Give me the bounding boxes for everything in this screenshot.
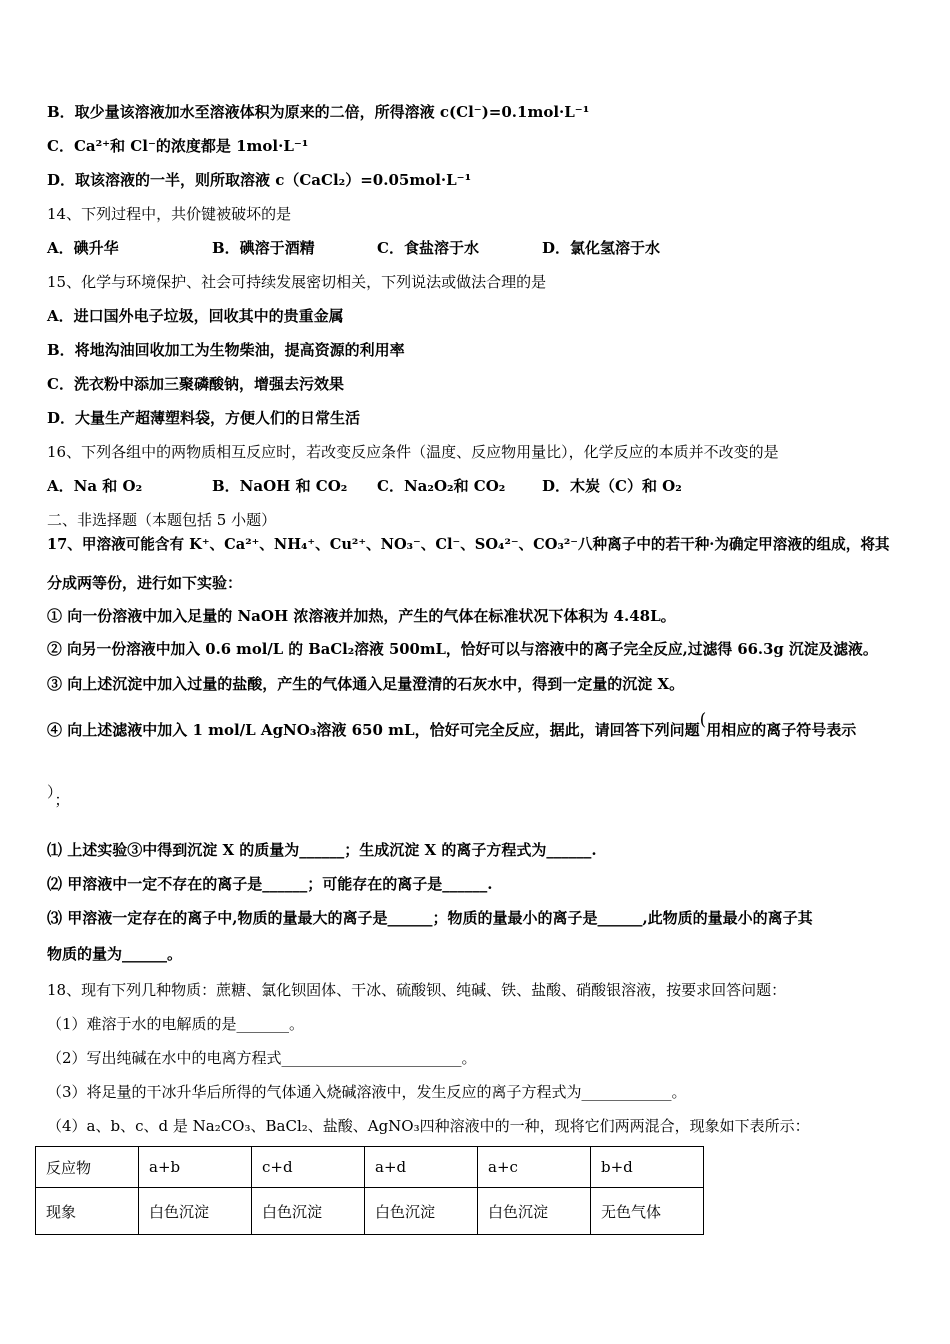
table-cell: a+c bbox=[478, 1147, 591, 1188]
table-cell: 白色沉淀 bbox=[478, 1188, 591, 1235]
q17-experiment-3: ③ 向上述沉淀中加入过量的盐酸，产生的气体通入足量澄清的石灰水中，得到一定量的沉淀 X。 bbox=[47, 675, 685, 693]
q17-sub-3-line1: ⑶ 甲溶液一定存在的离子中,物质的量最大的离子是______；物质的量最小的离子是______,此物质的量最小的离子其 bbox=[47, 909, 813, 927]
q17-paren-close bbox=[47, 782, 70, 809]
q18-sub-3: （3）将足量的干冰升华后所得的气体通入烧碱溶液中，发生反应的离子方程式为____________。 bbox=[47, 1083, 687, 1101]
q17-sub-3-line2: 物质的量为______。 bbox=[47, 945, 183, 963]
q16-option-b: B．NaOH 和 CO₂ bbox=[212, 477, 348, 495]
q14-option-c: C．食盐溶于水 bbox=[377, 239, 479, 257]
q17-experiment-4-text: ④ 向上述滤液中加入 1 mol/L AgNO₃溶液 650 mL，恰好可完全反应，据此，请回答下列问题 bbox=[47, 721, 700, 739]
q14-option-b: B．碘溶于酒精 bbox=[212, 239, 315, 257]
table-cell: 无色气体 bbox=[591, 1188, 704, 1235]
q16-option-c: C．Na₂O₂和 CO₂ bbox=[377, 477, 506, 495]
table-cell: a+b bbox=[139, 1147, 252, 1188]
q18-sub-4: （4）a、b、c、d 是 Na₂CO₃、BaCl₂、盐酸、AgNO₃四种溶液中的一种，现将它们两两混合，现象如下表所示： bbox=[47, 1117, 810, 1135]
q18-sub-2: （2）写出纯碱在水中的电离方程式________________________。 bbox=[47, 1049, 477, 1067]
q17-experiment-1: ① 向一份溶液中加入足量的 NaOH 浓溶液并加热，产生的气体在标准状况下体积为 4.48L。 bbox=[47, 607, 676, 625]
q16-option-a: A．Na 和 O₂ bbox=[47, 477, 143, 495]
q17-sub-1: ⑴ 上述实验③中得到沉淀 X 的质量为______；生成沉淀 X 的离子方程式为______. bbox=[47, 841, 597, 859]
q16-options bbox=[47, 476, 682, 496]
q13-option-d: D．取该溶液的一半，则所取溶液 c（CaCl₂）=0.05mol·L⁻¹ bbox=[47, 171, 472, 189]
q17-experiment-4-tail: 用相应的离子符号表示 bbox=[706, 721, 857, 739]
table-cell: 白色沉淀 bbox=[139, 1188, 252, 1235]
q14-option-a: A．碘升华 bbox=[47, 239, 119, 257]
table-cell: 反应物 bbox=[36, 1147, 139, 1188]
q16-option-d: D．木炭（C）和 O₂ bbox=[542, 477, 682, 495]
q15-stem: 15、化学与环境保护、社会可持续发展密切相关，下列说法或做法合理的是 bbox=[47, 273, 547, 291]
q18-stem: 18、现有下列几种物质：蔗糖、氯化钡固体、干冰、硫酸钡、纯碱、铁、盐酸、硝酸银溶液，按要求回答问题： bbox=[47, 981, 787, 999]
table-cell: 现象 bbox=[36, 1188, 139, 1235]
q17-stem-line2: 分成两等份，进行如下实验： bbox=[47, 574, 243, 592]
q13-option-c: C．Ca²⁺和 Cl⁻的浓度都是 1mol·L⁻¹ bbox=[47, 137, 309, 155]
q17-stem-line1: 17、甲溶液可能含有 K⁺、Ca²⁺、NH₄⁺、Cu²⁺、NO₃⁻、Cl⁻、SO₄²⁻、CO₃²⁻八种离子中的若干种·为确定甲溶液的组成，将其 bbox=[47, 536, 890, 553]
q17-experiment-4-paren: ( bbox=[699, 710, 707, 730]
q15-option-d: D．大量生产超薄塑料袋，方便人们的日常生活 bbox=[47, 409, 361, 427]
q14-stem: 14、下列过程中，共价键被破坏的是 bbox=[47, 205, 292, 223]
q15-option-a: A．进口国外电子垃圾，回收其中的贵重金属 bbox=[47, 307, 344, 325]
table-row bbox=[36, 1188, 704, 1235]
q18-sub-1: （1）难溶于水的电解质的是_______。 bbox=[47, 1015, 305, 1033]
q17-experiment-4 bbox=[47, 710, 857, 740]
table-cell: 白色沉淀 bbox=[252, 1188, 365, 1235]
q17-experiment-2: ② 向另一份溶液中加入 0.6 mol/L 的 BaCl₂溶液 500mL，恰好可以与溶液中的离子完全反应,过滤得 66.3g 沉淀及滤液。 bbox=[47, 641, 878, 658]
q15-option-b: B．将地沟油回收加工为生物柴油，提高资源的利用率 bbox=[47, 341, 405, 359]
q14-option-d: D．氯化氢溶于水 bbox=[542, 239, 661, 257]
paren-semicolon: ； bbox=[54, 791, 70, 809]
table-cell: a+d bbox=[365, 1147, 478, 1188]
table-cell: c+d bbox=[252, 1147, 365, 1188]
q15-option-c: C．洗衣粉中添加三聚磷酸钠，增强去污效果 bbox=[47, 375, 344, 393]
q14-options bbox=[47, 238, 660, 258]
reaction-table bbox=[35, 1146, 704, 1235]
paren-close: ） bbox=[47, 783, 55, 801]
q16-stem: 16、下列各组中的两物质相互反应时，若改变反应条件（温度、反应物用量比），化学反应的本质并不改变的是 bbox=[47, 443, 779, 461]
section-heading: 二、非选择题（本题包括 5 小题） bbox=[47, 511, 277, 529]
q17-sub-2: ⑵ 甲溶液中一定不存在的离子是______；可能存在的离子是______. bbox=[47, 875, 493, 893]
table-header-row bbox=[36, 1147, 704, 1188]
table-cell: 白色沉淀 bbox=[365, 1188, 478, 1235]
table-cell: b+d bbox=[591, 1147, 704, 1188]
q13-option-b: B．取少量该溶液加水至溶液体积为原来的二倍，所得溶液 c(Cl⁻)=0.1mol·L⁻¹ bbox=[47, 103, 590, 121]
